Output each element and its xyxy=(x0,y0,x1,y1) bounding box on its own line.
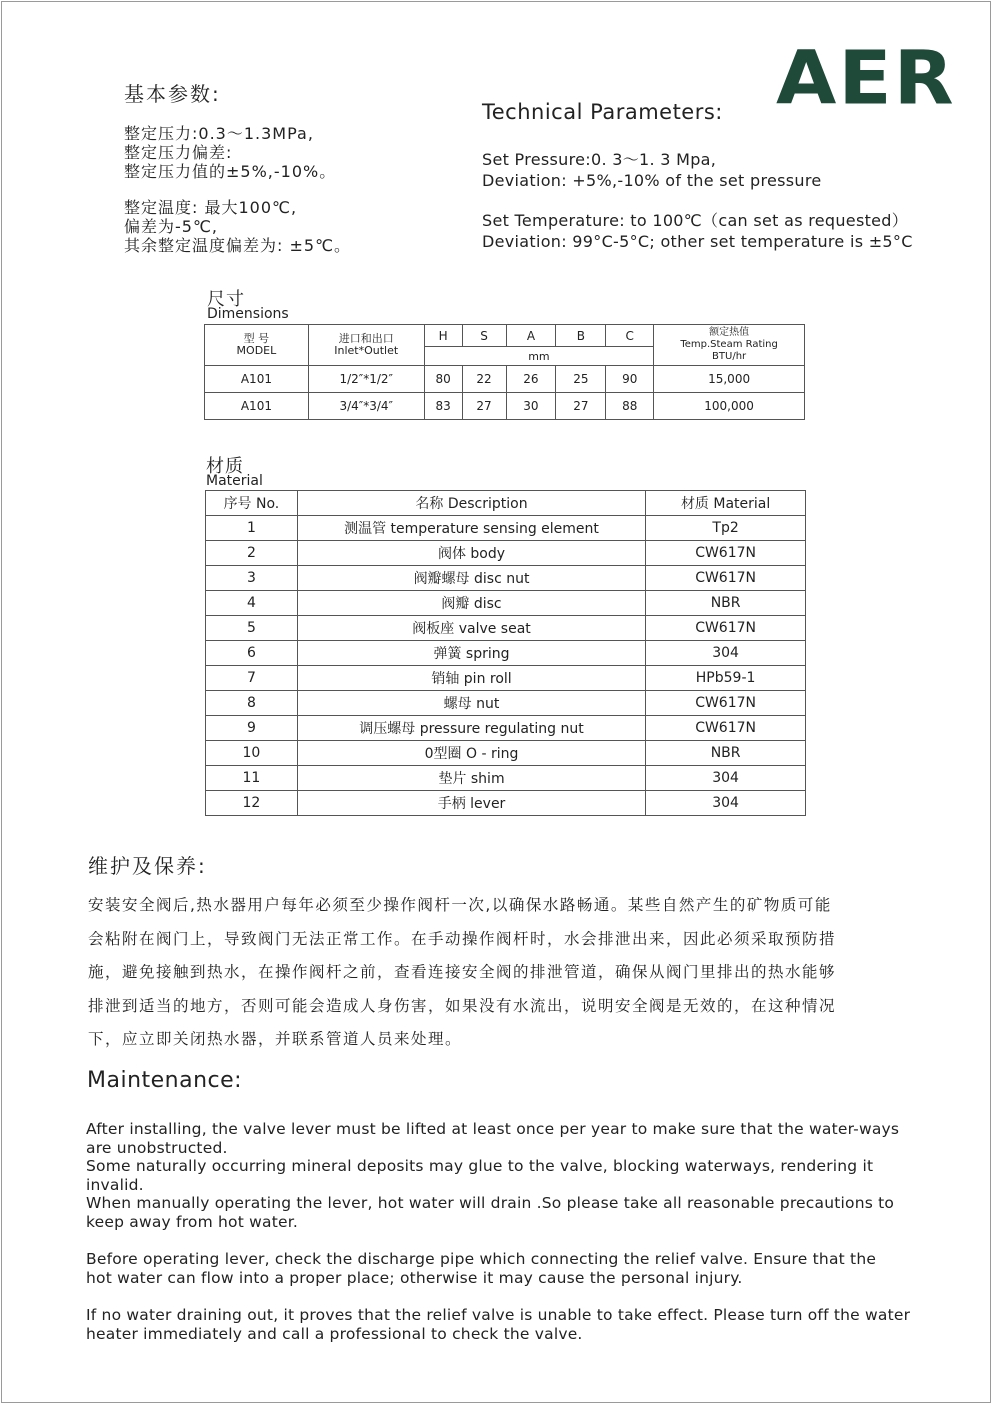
dimensions-title-cn: 尺寸 xyxy=(207,289,245,310)
mat-cell-desc: 0型圈 O - ring xyxy=(297,741,645,766)
table-row xyxy=(206,641,806,666)
maintenance-cn-line: 安装安全阀后,热水器用户每年必须至少操作阀杆一次,以确保水路畅通。某些自然产生的矿物质可能 xyxy=(88,896,832,914)
mat-cell-no: 3 xyxy=(206,566,298,591)
mat-cell-no: 5 xyxy=(206,616,298,641)
table-row xyxy=(206,516,806,541)
mat-cell-no: 6 xyxy=(206,641,298,666)
en-param-line: Set Pressure:0. 3～1. 3 Mpa, xyxy=(482,150,717,169)
mat-cell-desc: 手柄 lever xyxy=(297,791,645,816)
maintenance-en-line: heater immediately and call a professional to check the valve. xyxy=(86,1324,583,1343)
mat-header-desc: 名称 Description xyxy=(297,491,645,516)
mat-cell-desc: 螺母 nut xyxy=(297,691,645,716)
dim-header-s: S xyxy=(462,325,506,347)
table-row xyxy=(206,616,806,641)
dim-header-io xyxy=(308,325,424,366)
en-param-line: Deviation: +5%,-10% of the set pressure xyxy=(482,171,822,190)
table-row xyxy=(206,541,806,566)
dim-cell-io: 3/4″*3/4″ xyxy=(308,393,424,420)
paragraph-gap xyxy=(86,1232,926,1251)
mat-cell-desc: 调压螺母 pressure regulating nut xyxy=(297,716,645,741)
mat-cell-no: 10 xyxy=(206,741,298,766)
en-params-title: Technical Parameters: xyxy=(482,100,723,124)
maintenance-en-line: After installing, the valve lever must be lifted at least once per year to make sure that the water-ways xyxy=(86,1120,900,1138)
table-row xyxy=(206,741,806,766)
mat-cell-material: 304 xyxy=(646,641,806,666)
mat-cell-no: 12 xyxy=(206,791,298,816)
dim-cell-c: 88 xyxy=(606,393,654,420)
maintenance-cn-title: 维护及保养: xyxy=(88,854,207,878)
mat-cell-material: CW617N xyxy=(646,716,806,741)
mat-cell-desc: 阀瓣 disc xyxy=(297,591,645,616)
mat-cell-no: 11 xyxy=(206,766,298,791)
dim-header-a: A xyxy=(506,325,556,347)
mat-cell-material: 304 xyxy=(646,791,806,816)
dim-cell-b: 27 xyxy=(556,393,606,420)
mat-cell-no: 8 xyxy=(206,691,298,716)
dim-header-io-cn: 进口和出口 xyxy=(338,332,394,345)
dim-cell-a: 30 xyxy=(506,393,556,420)
maintenance-en-line: are unobstructed. xyxy=(86,1138,228,1157)
paragraph-gap xyxy=(86,1287,926,1306)
material-table xyxy=(205,490,806,816)
table-row xyxy=(206,766,806,791)
dimensions-table xyxy=(204,324,805,420)
dim-cell-s: 22 xyxy=(462,366,506,393)
table-row xyxy=(206,591,806,616)
cn-param-line: 偏差为-5℃, xyxy=(124,217,219,236)
table-row xyxy=(205,366,805,393)
dim-cell-s: 27 xyxy=(462,393,506,420)
mat-cell-material: Tp2 xyxy=(646,516,806,541)
dim-header-model-en: MODEL xyxy=(236,344,277,357)
cn-param-line: 整定压力:0.3～1.3MPa, xyxy=(124,124,314,143)
table-row xyxy=(206,666,806,691)
maintenance-cn-text xyxy=(88,889,908,1057)
table-row xyxy=(205,393,805,420)
dim-cell-rating: 15,000 xyxy=(654,366,805,393)
maintenance-en-line: hot water can flow into a proper place; otherwise it may cause the personal injury. xyxy=(86,1268,743,1287)
maintenance-en-text xyxy=(86,1120,926,1343)
cn-params-block-b xyxy=(124,198,351,255)
dim-header-rating-en1: Temp.Steam Rating xyxy=(680,339,778,350)
dim-cell-a: 26 xyxy=(506,366,556,393)
mat-cell-desc: 销轴 pin roll xyxy=(297,666,645,691)
mat-cell-no: 9 xyxy=(206,716,298,741)
material-rows xyxy=(206,516,806,816)
dim-header-io-en: Inlet*Outlet xyxy=(334,344,399,357)
maintenance-cn-line: 会粘附在阀门上，导致阀门无法正常工作。在手动操作阀杆时，水会排泄出来，因此必须采取预防措 xyxy=(88,929,837,948)
mat-cell-material: CW617N xyxy=(646,616,806,641)
maintenance-cn-line: 排泄到适当的地方，否则可能会造成人身伤害，如果没有水流出，说明安全阀是无效的，在这种情况 xyxy=(88,996,837,1015)
mat-cell-desc: 阀体 body xyxy=(297,541,645,566)
mat-cell-desc: 测温管 temperature sensing element xyxy=(297,516,645,541)
en-params-block-b xyxy=(482,210,913,252)
dim-cell-model: A101 xyxy=(205,393,309,420)
table-row xyxy=(206,691,806,716)
material-title-en: Material xyxy=(206,473,263,489)
dim-cell-b: 25 xyxy=(556,366,606,393)
cn-params-title: 基本参数: xyxy=(124,82,221,106)
dim-header-unit: mm xyxy=(424,347,654,366)
mat-cell-material: HPb59-1 xyxy=(646,666,806,691)
dim-cell-c: 90 xyxy=(606,366,654,393)
mat-cell-material: 304 xyxy=(646,766,806,791)
dim-cell-rating: 100,000 xyxy=(654,393,805,420)
mat-cell-desc: 阀板座 valve seat xyxy=(297,616,645,641)
cn-param-line: 整定压力偏差: xyxy=(124,143,233,162)
mat-cell-desc: 阀瓣螺母 disc nut xyxy=(297,566,645,591)
dim-header-rating xyxy=(654,325,805,366)
dim-cell-h: 83 xyxy=(424,393,462,420)
mat-cell-material: CW617N xyxy=(646,691,806,716)
mat-cell-desc: 垫片 shim xyxy=(297,766,645,791)
mat-cell-no: 4 xyxy=(206,591,298,616)
maintenance-cn-line: 施，避免接触到热水，在操作阀杆之前，查看连接安全阀的排泄管道，确保从阀门里排出的热水能够 xyxy=(88,963,837,981)
cn-param-line: 整定温度: 最大100℃, xyxy=(124,198,298,217)
maintenance-cn-line: 下，应立即关闭热水器，并联系管道人员来处理。 xyxy=(88,1030,463,1048)
maintenance-en-line: If no water draining out, it proves that the relief valve is unable to take effect. Please turn off the water xyxy=(86,1305,911,1324)
dimensions-title-en: Dimensions xyxy=(207,306,289,322)
mat-header-mat: 材质 Material xyxy=(646,491,806,516)
maintenance-en-line: Some naturally occurring mineral deposits may glue to the valve, blocking waterways, rendering it xyxy=(86,1157,874,1176)
dim-cell-model: A101 xyxy=(205,366,309,393)
material-title-cn: 材质 xyxy=(206,456,244,477)
dim-cell-io: 1/2″*1/2″ xyxy=(308,366,424,393)
mat-cell-no: 1 xyxy=(206,516,298,541)
dim-header-rating-en2: BTU/hr xyxy=(712,351,747,362)
maintenance-en-line: When manually operating the lever, hot water will drain .So please take all reasonable precautions to xyxy=(86,1194,895,1213)
cn-param-line: 其余整定温度偏差为: ±5℃。 xyxy=(124,236,352,255)
mat-cell-material: NBR xyxy=(646,591,806,616)
table-row xyxy=(206,716,806,741)
dim-header-rating-cn: 额定热值 xyxy=(709,327,750,338)
table-row xyxy=(206,566,806,591)
mat-header-no: 序号 No. xyxy=(206,491,298,516)
dim-header-model xyxy=(205,325,309,366)
dim-header-b: B xyxy=(556,325,606,347)
mat-cell-no: 2 xyxy=(206,541,298,566)
en-param-line: Set Temperature: to 100℃（can set as requested） xyxy=(482,211,909,230)
mat-cell-desc: 弹簧 spring xyxy=(297,641,645,666)
mat-cell-material: CW617N xyxy=(646,566,806,591)
maintenance-en-line: invalid. xyxy=(86,1175,144,1194)
dim-header-h: H xyxy=(424,325,462,347)
cn-param-line: 整定压力值的±5%,-10%。 xyxy=(124,162,337,181)
mat-cell-no: 7 xyxy=(206,666,298,691)
cn-params-block-a xyxy=(124,124,336,181)
dim-header-c: C xyxy=(606,325,654,347)
mat-cell-material: NBR xyxy=(646,741,806,766)
maintenance-en-line: Before operating lever, check the discharge pipe which connecting the relief valve. Ensure that the xyxy=(86,1250,877,1269)
maintenance-en-title: Maintenance: xyxy=(87,1068,243,1093)
dim-header-model-cn: 型 号 xyxy=(243,332,270,345)
en-param-line: Deviation: 99°C-5°C; other set temperature is ±5°C xyxy=(482,232,913,251)
aer-logo: AER xyxy=(776,36,956,122)
maintenance-en-line: keep away from hot water. xyxy=(86,1212,299,1231)
table-row xyxy=(206,791,806,816)
dim-cell-h: 80 xyxy=(424,366,462,393)
mat-cell-material: CW617N xyxy=(646,541,806,566)
en-params-block-a xyxy=(482,149,822,191)
